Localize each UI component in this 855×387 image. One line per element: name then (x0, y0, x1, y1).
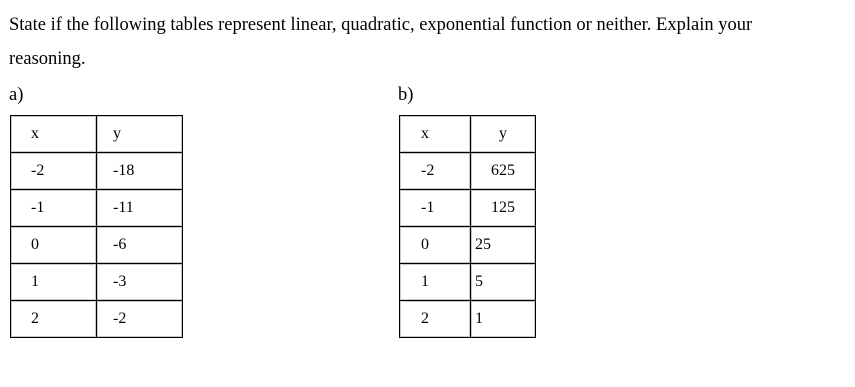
cell-y: -2 (97, 301, 183, 338)
cell-x: -2 (400, 153, 471, 190)
table-header-row (11, 116, 183, 153)
table-b (399, 115, 536, 338)
table-row (400, 190, 536, 227)
table-row (400, 227, 536, 264)
table-a (10, 115, 183, 338)
table-row (11, 264, 183, 301)
table-row (11, 190, 183, 227)
table-row (11, 227, 183, 264)
header-y: y (97, 116, 183, 153)
table-header-row (400, 116, 536, 153)
cell-y: -18 (97, 153, 183, 190)
table-row (11, 301, 183, 338)
table-row (11, 153, 183, 190)
cell-x: -1 (400, 190, 471, 227)
cell-y: 25 (471, 227, 536, 264)
cell-x: 2 (11, 301, 97, 338)
cell-y: -11 (97, 190, 183, 227)
header-y: y (471, 116, 536, 153)
table-a-label: a) (9, 85, 24, 105)
cell-y: 125 (471, 190, 536, 227)
table-row (400, 264, 536, 301)
cell-x: 0 (400, 227, 471, 264)
cell-y: -6 (97, 227, 183, 264)
table-row (400, 153, 536, 190)
cell-x: 0 (11, 227, 97, 264)
cell-y: 5 (471, 264, 536, 301)
question-prompt (9, 8, 849, 76)
cell-x: 2 (400, 301, 471, 338)
table-row (400, 301, 536, 338)
header-x: x (400, 116, 471, 153)
cell-x: -1 (11, 190, 97, 227)
cell-x: -2 (11, 153, 97, 190)
cell-y: -3 (97, 264, 183, 301)
cell-x: 1 (400, 264, 471, 301)
prompt-line-2: reasoning. (9, 49, 86, 69)
cell-x: 1 (11, 264, 97, 301)
header-x: x (11, 116, 97, 153)
cell-y: 625 (471, 153, 536, 190)
cell-y: 1 (471, 301, 536, 338)
table-b-label: b) (398, 85, 414, 105)
prompt-line-1: State if the following tables represent linear, quadratic, exponential function or neither. Explain your (9, 15, 753, 35)
